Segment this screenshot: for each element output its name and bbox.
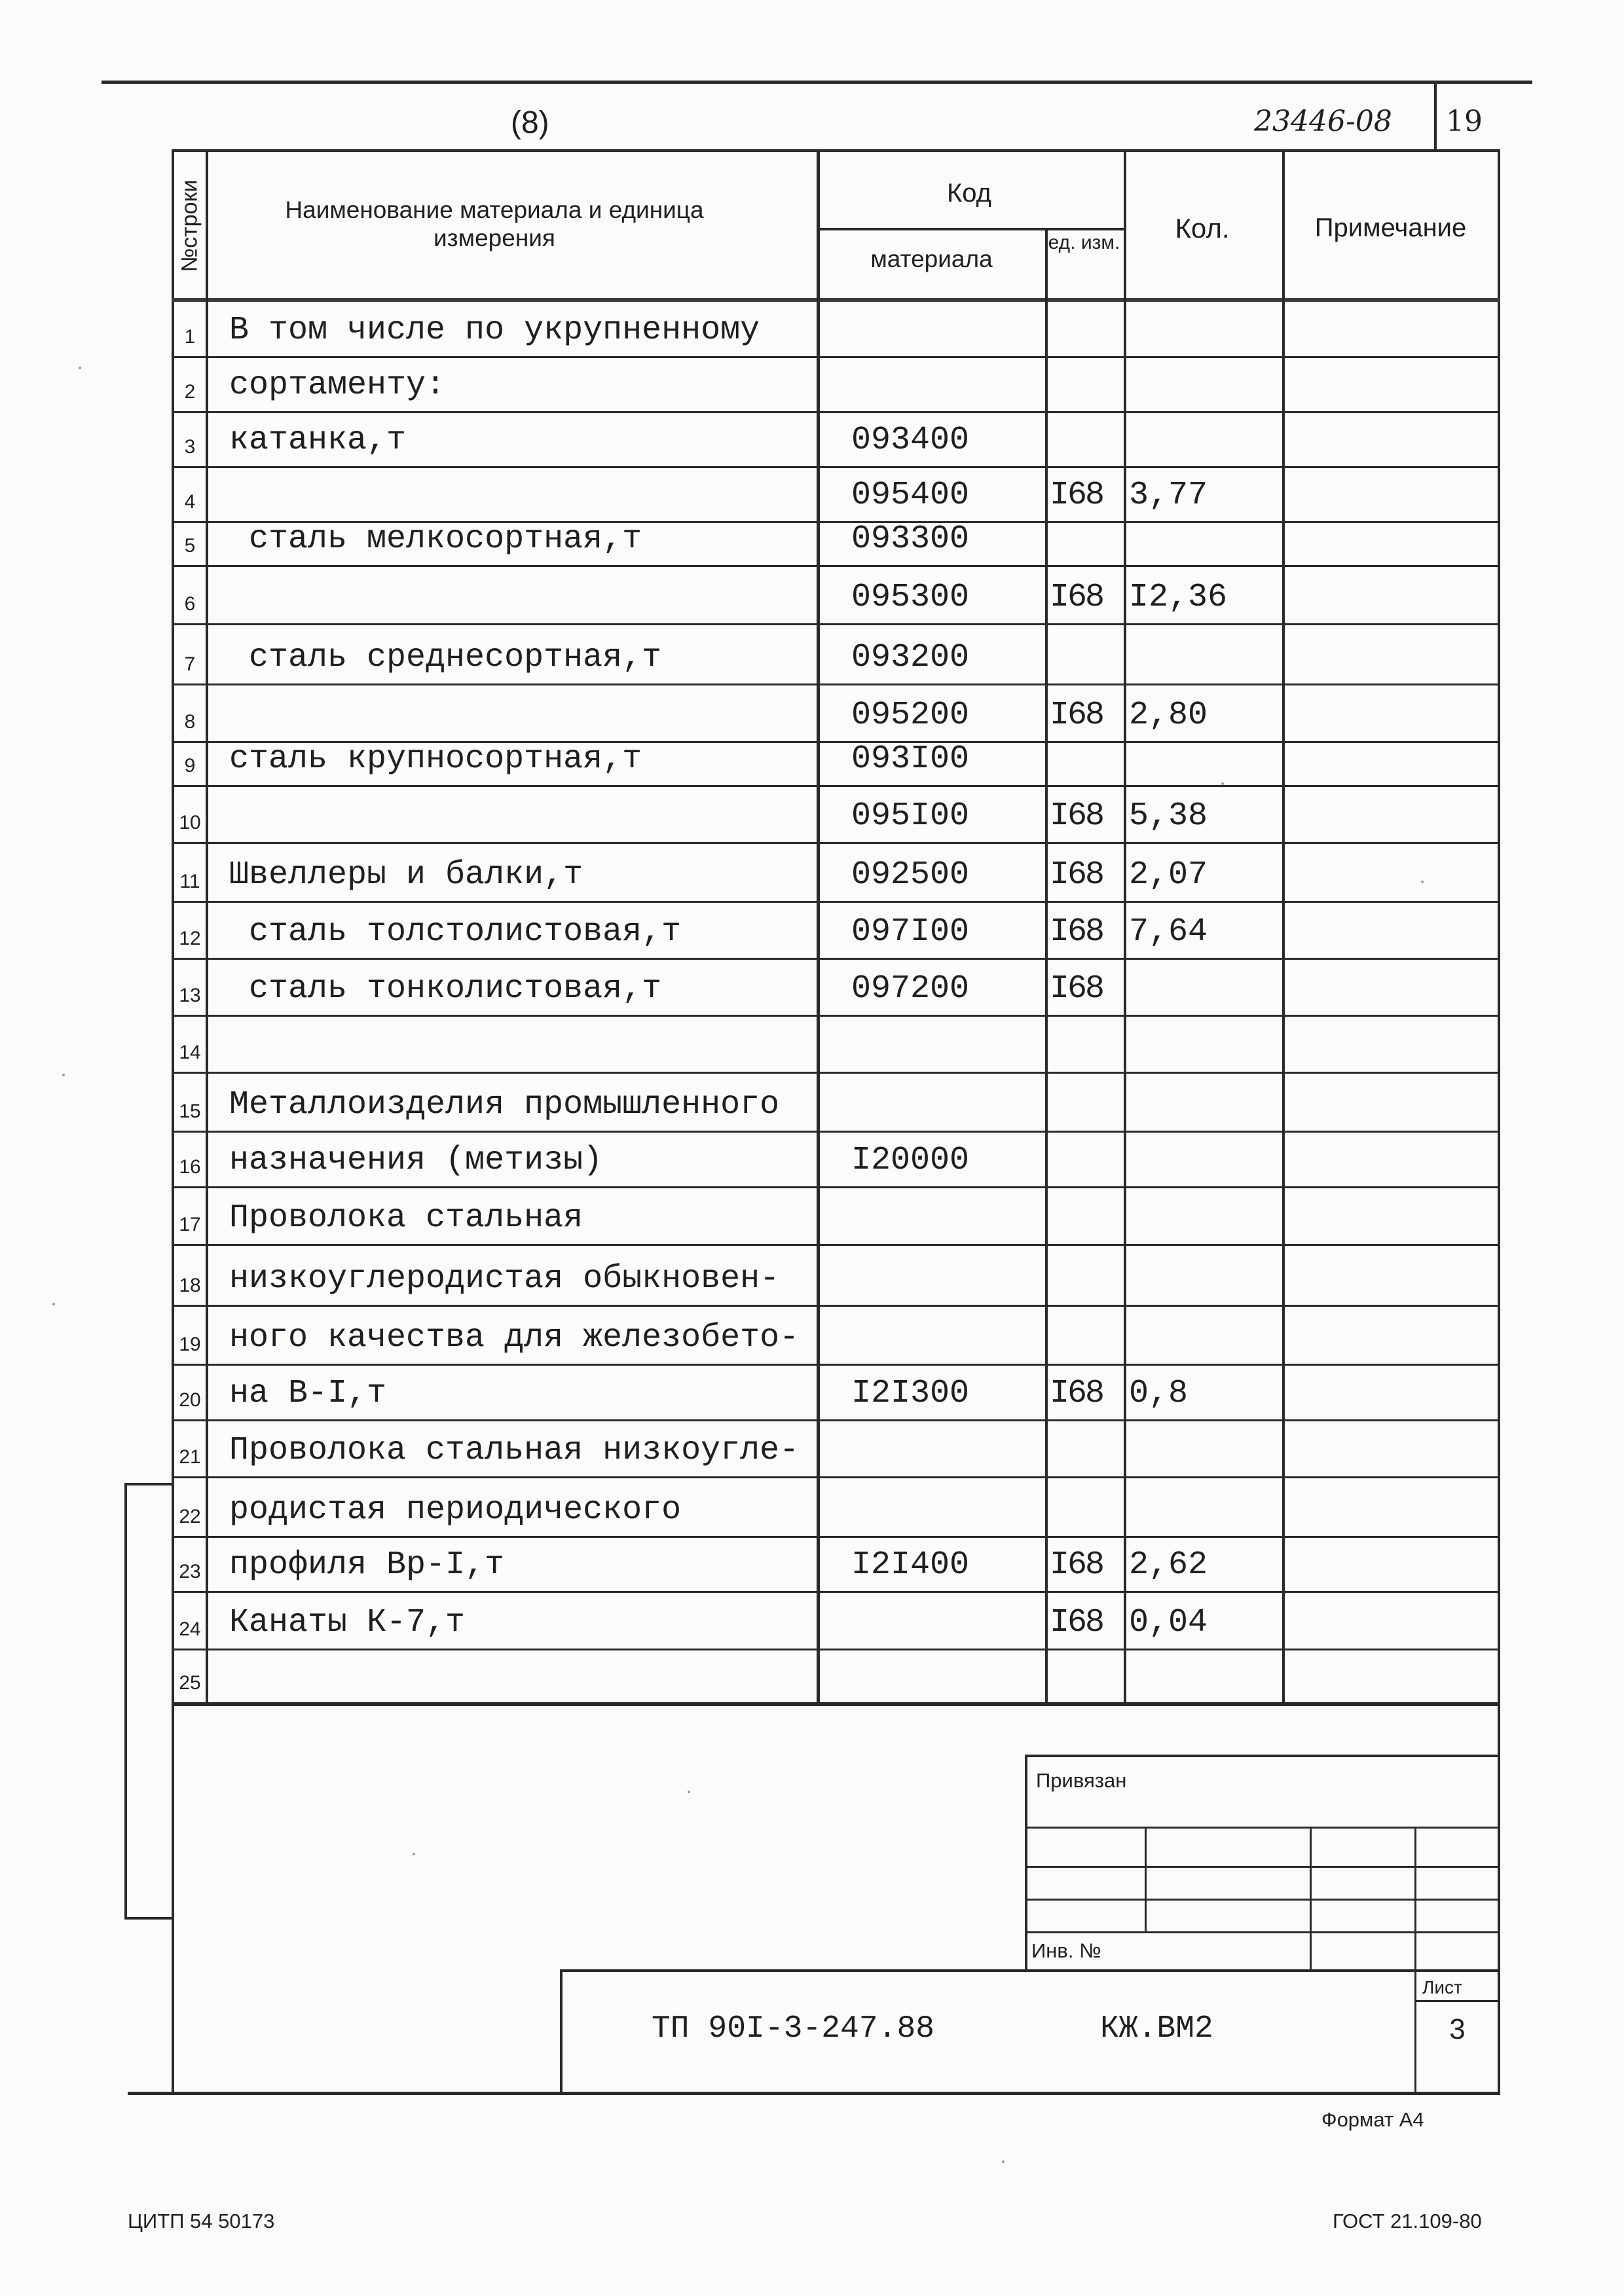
row-number: 3	[184, 436, 196, 458]
material-name: сталь крупносортная,т	[229, 740, 642, 778]
quantity-value: 0,04	[1129, 1604, 1208, 1641]
material-name: Металлоизделия промышленного	[229, 1086, 780, 1123]
row-number: 15	[179, 1101, 201, 1122]
name-column-header: Наименование материала и единица измерения	[285, 196, 704, 251]
row-divider	[172, 1591, 1500, 1593]
row-number: 11	[179, 871, 200, 892]
row-divider	[172, 411, 1500, 413]
material-code: 093I00	[851, 740, 970, 778]
material-name: Проволока стальная	[229, 1199, 583, 1237]
unit-code: I68	[1050, 797, 1103, 835]
row-number: 7	[184, 653, 196, 675]
material-name: Канаты К-7,т	[229, 1604, 466, 1641]
material-name: Проволока стальная низкоугле-	[229, 1432, 800, 1469]
row-divider	[172, 958, 1500, 960]
code-group-header: Код	[946, 179, 991, 208]
material-code: 097200	[851, 970, 970, 1008]
material-name: профиля Вр-I,т	[229, 1546, 505, 1584]
note-header: Примечание	[1314, 213, 1467, 242]
unit-code: I68	[1050, 579, 1103, 616]
material-code: 095400	[851, 477, 970, 514]
row-number: 2	[184, 381, 196, 403]
material-code: 093200	[851, 639, 970, 676]
row-divider	[172, 683, 1500, 685]
material-code: 095I00	[851, 797, 970, 835]
row-divider	[172, 1186, 1500, 1188]
material-name: Швеллеры и балки,т	[229, 856, 583, 894]
sheet-number: 19	[1446, 105, 1483, 138]
row-number: 10	[179, 812, 201, 833]
material-code: 095300	[851, 579, 970, 616]
material-code: I2I400	[851, 1546, 970, 1584]
material-name: на В-I,т	[229, 1375, 387, 1412]
row-divider	[172, 1476, 1500, 1478]
row-number: 8	[184, 711, 196, 733]
material-name: ного качества для железобето-	[229, 1319, 800, 1357]
quantity-value: 3,77	[1129, 477, 1208, 514]
row-divider	[172, 565, 1500, 567]
material-code: I2I300	[851, 1375, 970, 1412]
row-number: 17	[179, 1214, 201, 1235]
row-number: 20	[179, 1389, 201, 1411]
material-code-header: материала	[870, 246, 993, 272]
attached-label: Привязан	[1036, 1769, 1127, 1792]
material-name: назначения (метизы)	[229, 1142, 603, 1179]
sheet-value: 3	[1449, 2013, 1466, 2045]
row-divider	[172, 466, 1500, 468]
material-name: низкоуглеродистая обыкновен-	[229, 1260, 780, 1298]
row-divider	[172, 901, 1500, 903]
unit-code: I68	[1050, 913, 1103, 951]
row-number: 16	[179, 1156, 201, 1178]
row-number: 4	[184, 491, 196, 513]
row-divider	[172, 1305, 1500, 1307]
material-name: сталь тонколистовая,т	[229, 970, 662, 1008]
row-number: 21	[179, 1446, 201, 1468]
row-divider	[172, 1419, 1500, 1421]
unit-code-header: ед. изм.	[1048, 232, 1120, 253]
row-number: 19	[179, 1334, 201, 1355]
material-code: 095200	[851, 697, 970, 734]
row-number: 24	[179, 1618, 201, 1640]
column-divider	[1124, 152, 1126, 1704]
unit-code: I68	[1050, 970, 1103, 1008]
quantity-value: 2,62	[1129, 1546, 1208, 1584]
row-number: 23	[179, 1561, 201, 1582]
row-divider	[172, 1131, 1500, 1133]
material-name: сталь среднесортная,т	[229, 639, 662, 676]
row-divider	[172, 842, 1500, 844]
quantity-value: 7,64	[1129, 913, 1208, 951]
row-divider	[172, 1015, 1500, 1017]
quantity-value: 0,8	[1129, 1375, 1189, 1412]
unit-code: I68	[1050, 1546, 1103, 1584]
row-divider	[172, 1649, 1500, 1650]
drawing-mark: КЖ.ВМ2	[1100, 2011, 1213, 2047]
column-divider	[1282, 152, 1285, 1704]
row-divider	[172, 1702, 1500, 1706]
row-number: 9	[184, 755, 196, 776]
row-number: 22	[179, 1506, 201, 1527]
unit-code: I68	[1050, 477, 1103, 514]
sheet-label: Лист	[1422, 1977, 1462, 1997]
row-number: 13	[179, 985, 201, 1006]
row-number: 12	[179, 928, 201, 949]
row-divider	[172, 1244, 1500, 1246]
material-name: сталь толстолистовая,т	[229, 913, 682, 951]
material-code: 097I00	[851, 913, 970, 951]
material-code: I20000	[851, 1142, 970, 1179]
material-code: 093300	[851, 520, 970, 558]
row-number: 18	[179, 1275, 201, 1296]
inventory-number-label: Инв. №	[1031, 1939, 1101, 1962]
material-code: 093400	[851, 422, 970, 459]
unit-code: I68	[1050, 1604, 1103, 1641]
material-name: родистая периодического	[229, 1491, 682, 1529]
page-marker: (8)	[511, 105, 549, 140]
row-number: 5	[184, 535, 196, 556]
row-number: 6	[184, 593, 196, 615]
row-number: 25	[179, 1672, 201, 1694]
project-code: ТП 90I-3-247.88	[652, 2011, 935, 2047]
material-name: сталь мелкосортная,т	[229, 520, 642, 558]
row-number: 1	[184, 326, 196, 348]
row-divider	[172, 356, 1500, 358]
quantity-value: 5,38	[1129, 797, 1208, 835]
row-number-header: №строки	[177, 179, 202, 272]
material-name: сортаменту:	[229, 367, 446, 404]
row-divider	[172, 1364, 1500, 1366]
column-divider	[206, 152, 208, 1704]
unit-code: I68	[1050, 697, 1103, 734]
unit-code: I68	[1050, 856, 1103, 894]
material-code: 092500	[851, 856, 970, 894]
column-divider	[1045, 228, 1048, 1704]
row-divider	[172, 1536, 1500, 1538]
row-divider	[172, 623, 1500, 625]
row-divider	[172, 785, 1500, 787]
unit-code: I68	[1050, 1375, 1103, 1412]
quantity-header: Кол.	[1175, 213, 1230, 244]
quantity-value: 2,80	[1129, 697, 1208, 734]
column-divider	[817, 152, 820, 1704]
material-name: катанка,т	[229, 422, 407, 459]
row-divider	[172, 1072, 1500, 1074]
document-id: 23446-08	[1254, 105, 1392, 138]
format-label: Формат А4	[1321, 2108, 1424, 2131]
quantity-value: I2,36	[1129, 579, 1228, 616]
gost-reference: ГОСТ 21.109-80	[1333, 2210, 1482, 2232]
quantity-value: 2,07	[1129, 856, 1208, 894]
publisher-code: ЦИТП 54 50173	[128, 2210, 275, 2232]
row-number: 14	[179, 1042, 201, 1063]
material-name: В том числе по укрупненному	[229, 312, 760, 349]
